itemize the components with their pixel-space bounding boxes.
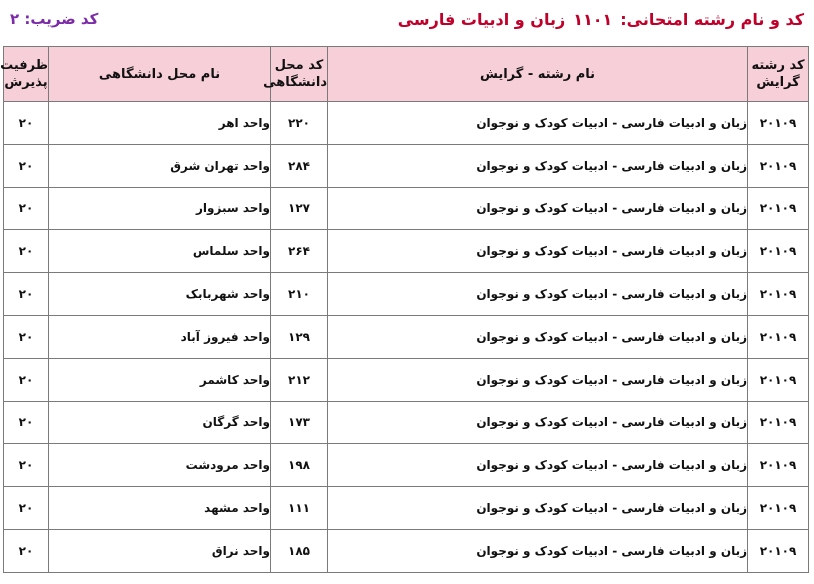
title-bar: [10, 8, 804, 30]
field-code-cell: ۲۰۱۰۹: [748, 315, 809, 358]
header-location-code: کد محل دانشگاهی: [271, 47, 328, 102]
exam-code: ۱۱۰۱: [573, 9, 613, 29]
capacity-cell: ۲۰: [4, 273, 49, 316]
location-name-cell: واحد فیروز آباد: [49, 315, 271, 358]
table-header-row: [4, 47, 809, 102]
field-name-cell: زبان و ادبیات فارسی - ادبیات کودک و نوجوان: [328, 102, 748, 145]
field-name-cell: زبان و ادبیات فارسی - ادبیات کودک و نوجوان: [328, 529, 748, 572]
field-name-cell: زبان و ادبیات فارسی - ادبیات کودک و نوجوان: [328, 273, 748, 316]
capacity-cell: ۲۰: [4, 315, 49, 358]
table-row: [4, 230, 809, 273]
location-code-cell: ۲۸۴: [271, 144, 328, 187]
capacity-cell: ۲۰: [4, 358, 49, 401]
location-name-cell: واحد گرگان: [49, 401, 271, 444]
field-name-cell: زبان و ادبیات فارسی - ادبیات کودک و نوجوان: [328, 401, 748, 444]
location-name-cell: واحد سبزوار: [49, 187, 271, 230]
field-name-cell: زبان و ادبیات فارسی - ادبیات کودک و نوجوان: [328, 358, 748, 401]
header-field-name: نام رشته - گرایش: [328, 47, 748, 102]
field-name-cell: زبان و ادبیات فارسی - ادبیات کودک و نوجوان: [328, 230, 748, 273]
table-row: [4, 358, 809, 401]
location-code-cell: ۲۱۰: [271, 273, 328, 316]
table-row: [4, 529, 809, 572]
exam-title-label: کد و نام رشته امتحانی:: [620, 9, 804, 29]
location-code-cell: ۱۲۹: [271, 315, 328, 358]
table-row: [4, 401, 809, 444]
capacity-cell: ۲۰: [4, 487, 49, 530]
field-code-cell: ۲۰۱۰۹: [748, 230, 809, 273]
capacity-cell: ۲۰: [4, 102, 49, 145]
table-row: [4, 102, 809, 145]
location-name-cell: واحد کاشمر: [49, 358, 271, 401]
field-name-cell: زبان و ادبیات فارسی - ادبیات کودک و نوجوان: [328, 315, 748, 358]
location-name-cell: واحد تهران شرق: [49, 144, 271, 187]
table-row: [4, 444, 809, 487]
header-location-name: نام محل دانشگاهی: [49, 47, 271, 102]
capacity-cell: ۲۰: [4, 187, 49, 230]
table-row: [4, 487, 809, 530]
coefficient-code: کد ضریب: ۲: [10, 10, 99, 28]
capacity-cell: ۲۰: [4, 230, 49, 273]
table-row: [4, 273, 809, 316]
table-row: [4, 315, 809, 358]
capacity-cell: ۲۰: [4, 529, 49, 572]
location-code-cell: ۱۹۸: [271, 444, 328, 487]
location-code-cell: ۲۲۰: [271, 102, 328, 145]
header-field-code: کد رشته گرایش: [748, 47, 809, 102]
field-code-cell: ۲۰۱۰۹: [748, 401, 809, 444]
field-name-cell: زبان و ادبیات فارسی - ادبیات کودک و نوجوان: [328, 187, 748, 230]
location-code-cell: ۱۱۱: [271, 487, 328, 530]
capacity-cell: ۲۰: [4, 144, 49, 187]
field-code-cell: ۲۰۱۰۹: [748, 144, 809, 187]
location-code-cell: ۱۷۳: [271, 401, 328, 444]
location-name-cell: واحد سلماس: [49, 230, 271, 273]
field-code-cell: ۲۰۱۰۹: [748, 529, 809, 572]
location-code-cell: ۱۲۷: [271, 187, 328, 230]
capacity-cell: ۲۰: [4, 444, 49, 487]
location-code-cell: ۲۶۴: [271, 230, 328, 273]
field-name-cell: زبان و ادبیات فارسی - ادبیات کودک و نوجوان: [328, 487, 748, 530]
field-code-cell: ۲۰۱۰۹: [748, 487, 809, 530]
location-code-cell: ۲۱۲: [271, 358, 328, 401]
table-row: [4, 187, 809, 230]
exam-title: [398, 10, 804, 29]
location-code-cell: ۱۸۵: [271, 529, 328, 572]
location-name-cell: واحد مشهد: [49, 487, 271, 530]
table-row: [4, 144, 809, 187]
field-code-cell: ۲۰۱۰۹: [748, 102, 809, 145]
exam-name: زبان و ادبیات فارسی: [397, 9, 566, 29]
field-name-cell: زبان و ادبیات فارسی - ادبیات کودک و نوجوان: [328, 144, 748, 187]
field-name-cell: زبان و ادبیات فارسی - ادبیات کودک و نوجوان: [328, 444, 748, 487]
header-capacity: ظرفیت پذیرش: [4, 47, 49, 102]
capacity-cell: ۲۰: [4, 401, 49, 444]
location-name-cell: واحد نراق: [49, 529, 271, 572]
location-name-cell: واحد اهر: [49, 102, 271, 145]
field-code-cell: ۲۰۱۰۹: [748, 187, 809, 230]
location-name-cell: واحد شهربابک: [49, 273, 271, 316]
location-name-cell: واحد مرودشت: [49, 444, 271, 487]
field-code-cell: ۲۰۱۰۹: [748, 273, 809, 316]
field-code-cell: ۲۰۱۰۹: [748, 358, 809, 401]
table-body: [4, 102, 809, 573]
field-code-cell: ۲۰۱۰۹: [748, 444, 809, 487]
programs-table: [0, 46, 809, 573]
